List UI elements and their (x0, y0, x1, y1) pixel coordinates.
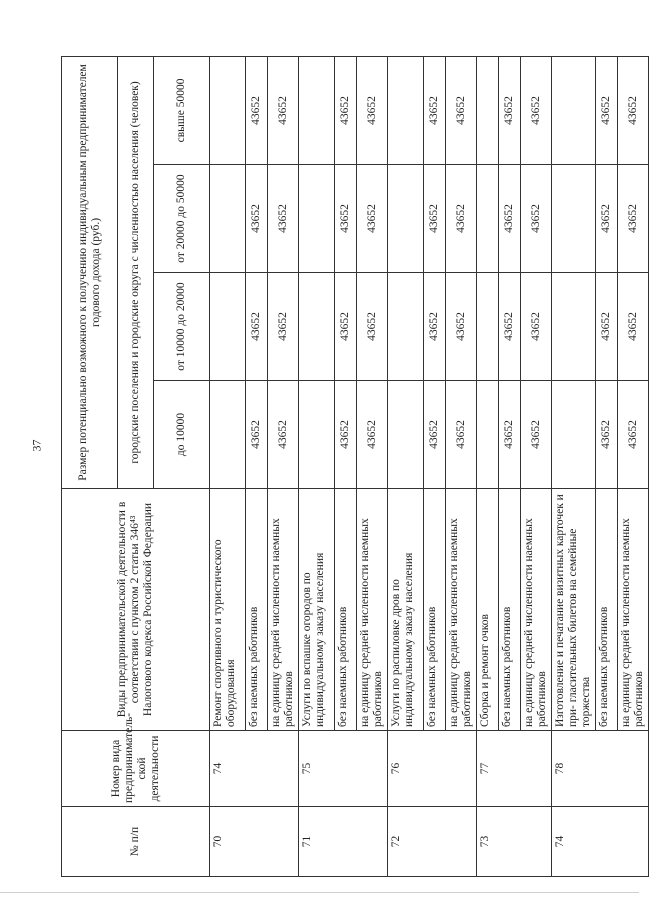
row-num: 71 (299, 807, 388, 877)
row-value (477, 56, 499, 164)
row-value: 43652 (268, 273, 299, 381)
row-value (552, 165, 596, 273)
header-sub-4: свыше 50000 (154, 56, 210, 164)
row-value: 43652 (357, 56, 388, 164)
row-activity: Услуги по распиловке дров по индивидуальному заказу населения (388, 489, 424, 731)
row-value: 43652 (246, 56, 268, 164)
row-value: 43652 (521, 381, 552, 489)
row-activity: без наемных работников (499, 489, 521, 731)
row-value: 43652 (246, 273, 268, 381)
header-activity: Виды предпринимательской деятельности в соответствии с пунктом 2 статьи 346⁴³ Налогового кодекса Российской Федерации (62, 489, 210, 731)
row-value: 43652 (424, 381, 446, 489)
row-activity: Ремонт спортивного и туристического оборудования (210, 489, 246, 731)
row-value: 43652 (596, 273, 618, 381)
row-value: 43652 (424, 56, 446, 164)
row-activity: на единицу средней численности наемных работников (446, 489, 477, 731)
row-num: 74 (552, 807, 649, 877)
page-number: 37 (29, 439, 44, 452)
row-code: 76 (388, 731, 477, 807)
row-activity: на единицу средней численности наемных работников (521, 489, 552, 731)
row-value: 43652 (618, 56, 649, 164)
row-activity: без наемных работников (246, 489, 268, 731)
table-row (477, 56, 499, 876)
row-value: 43652 (499, 273, 521, 381)
header-settlements: городские поселения и городские округа с численностью населения (человек) (118, 56, 154, 488)
row-activity: без наемных работников (335, 489, 357, 731)
row-value (477, 165, 499, 273)
table-row (388, 56, 424, 876)
row-num: 72 (388, 807, 477, 877)
row-value (552, 56, 596, 164)
row-value: 43652 (357, 273, 388, 381)
row-value: 43652 (446, 165, 477, 273)
header-sub-1: до 10000 (154, 381, 210, 489)
row-code: 74 (210, 731, 299, 807)
row-activity: Сборка и ремонт очков (477, 489, 499, 731)
row-value: 43652 (618, 273, 649, 381)
row-value (210, 273, 246, 381)
row-value (388, 381, 424, 489)
row-value: 43652 (268, 381, 299, 489)
row-value (552, 381, 596, 489)
row-value: 43652 (335, 381, 357, 489)
activity-income-table (61, 56, 649, 877)
row-activity: Изготовление и печатание визитных карточек и при- гласительных билетов на семейные торжества (552, 489, 596, 731)
row-value: 43652 (446, 56, 477, 164)
row-value: 43652 (596, 56, 618, 164)
row-activity: на единицу средней численности наемных работников (618, 489, 649, 731)
row-value: 43652 (521, 56, 552, 164)
row-value: 43652 (596, 381, 618, 489)
row-value: 43652 (335, 56, 357, 164)
row-value (210, 165, 246, 273)
row-value (552, 273, 596, 381)
row-value (299, 381, 335, 489)
row-activity: Услуги по вспашке огородов по индивидуальному заказу населения (299, 489, 335, 731)
row-value: 43652 (499, 381, 521, 489)
row-value: 43652 (246, 381, 268, 489)
row-code: 78 (552, 731, 649, 807)
row-code: 77 (477, 731, 552, 807)
row-num: 73 (477, 807, 552, 877)
row-code: 75 (299, 731, 388, 807)
row-value: 43652 (446, 273, 477, 381)
row-value (477, 381, 499, 489)
rotated-table-container (61, 57, 645, 877)
row-value: 43652 (268, 56, 299, 164)
row-value: 43652 (335, 165, 357, 273)
table-row (299, 56, 335, 876)
header-sub-3: от 20000 до 50000 (154, 165, 210, 273)
row-value: 43652 (357, 165, 388, 273)
row-activity: на единицу средней численности наемных работников (268, 489, 299, 731)
row-value: 43652 (246, 165, 268, 273)
row-value: 43652 (268, 165, 299, 273)
row-activity: на единицу средней численности наемных работников (357, 489, 388, 731)
row-value (388, 273, 424, 381)
row-value (388, 165, 424, 273)
header-sub-2: от 10000 до 20000 (154, 273, 210, 381)
row-value (210, 56, 246, 164)
row-value (477, 273, 499, 381)
row-value: 43652 (521, 165, 552, 273)
row-activity: без наемных работников (424, 489, 446, 731)
header-num: № п/п (62, 807, 210, 877)
row-value (210, 381, 246, 489)
row-value: 43652 (596, 165, 618, 273)
scan-edge-line (0, 892, 639, 893)
row-value: 43652 (357, 381, 388, 489)
row-value (299, 273, 335, 381)
row-value (299, 165, 335, 273)
table-row (552, 56, 596, 876)
header-code: Номер вида предприниматель- ской деятельности (62, 731, 210, 807)
table-row (210, 56, 246, 876)
row-value: 43652 (499, 56, 521, 164)
row-value: 43652 (521, 273, 552, 381)
row-value (299, 56, 335, 164)
row-value: 43652 (618, 381, 649, 489)
row-value: 43652 (499, 165, 521, 273)
row-num: 70 (210, 807, 299, 877)
row-value: 43652 (618, 165, 649, 273)
row-value: 43652 (446, 381, 477, 489)
row-value (388, 56, 424, 164)
header-income: Размер потенциально возможного к получению индивидуальным предпринимателем годового дохода (руб.) (62, 56, 118, 488)
row-value: 43652 (335, 273, 357, 381)
row-value: 43652 (424, 165, 446, 273)
row-value: 43652 (424, 273, 446, 381)
row-activity: без наемных работников (596, 489, 618, 731)
